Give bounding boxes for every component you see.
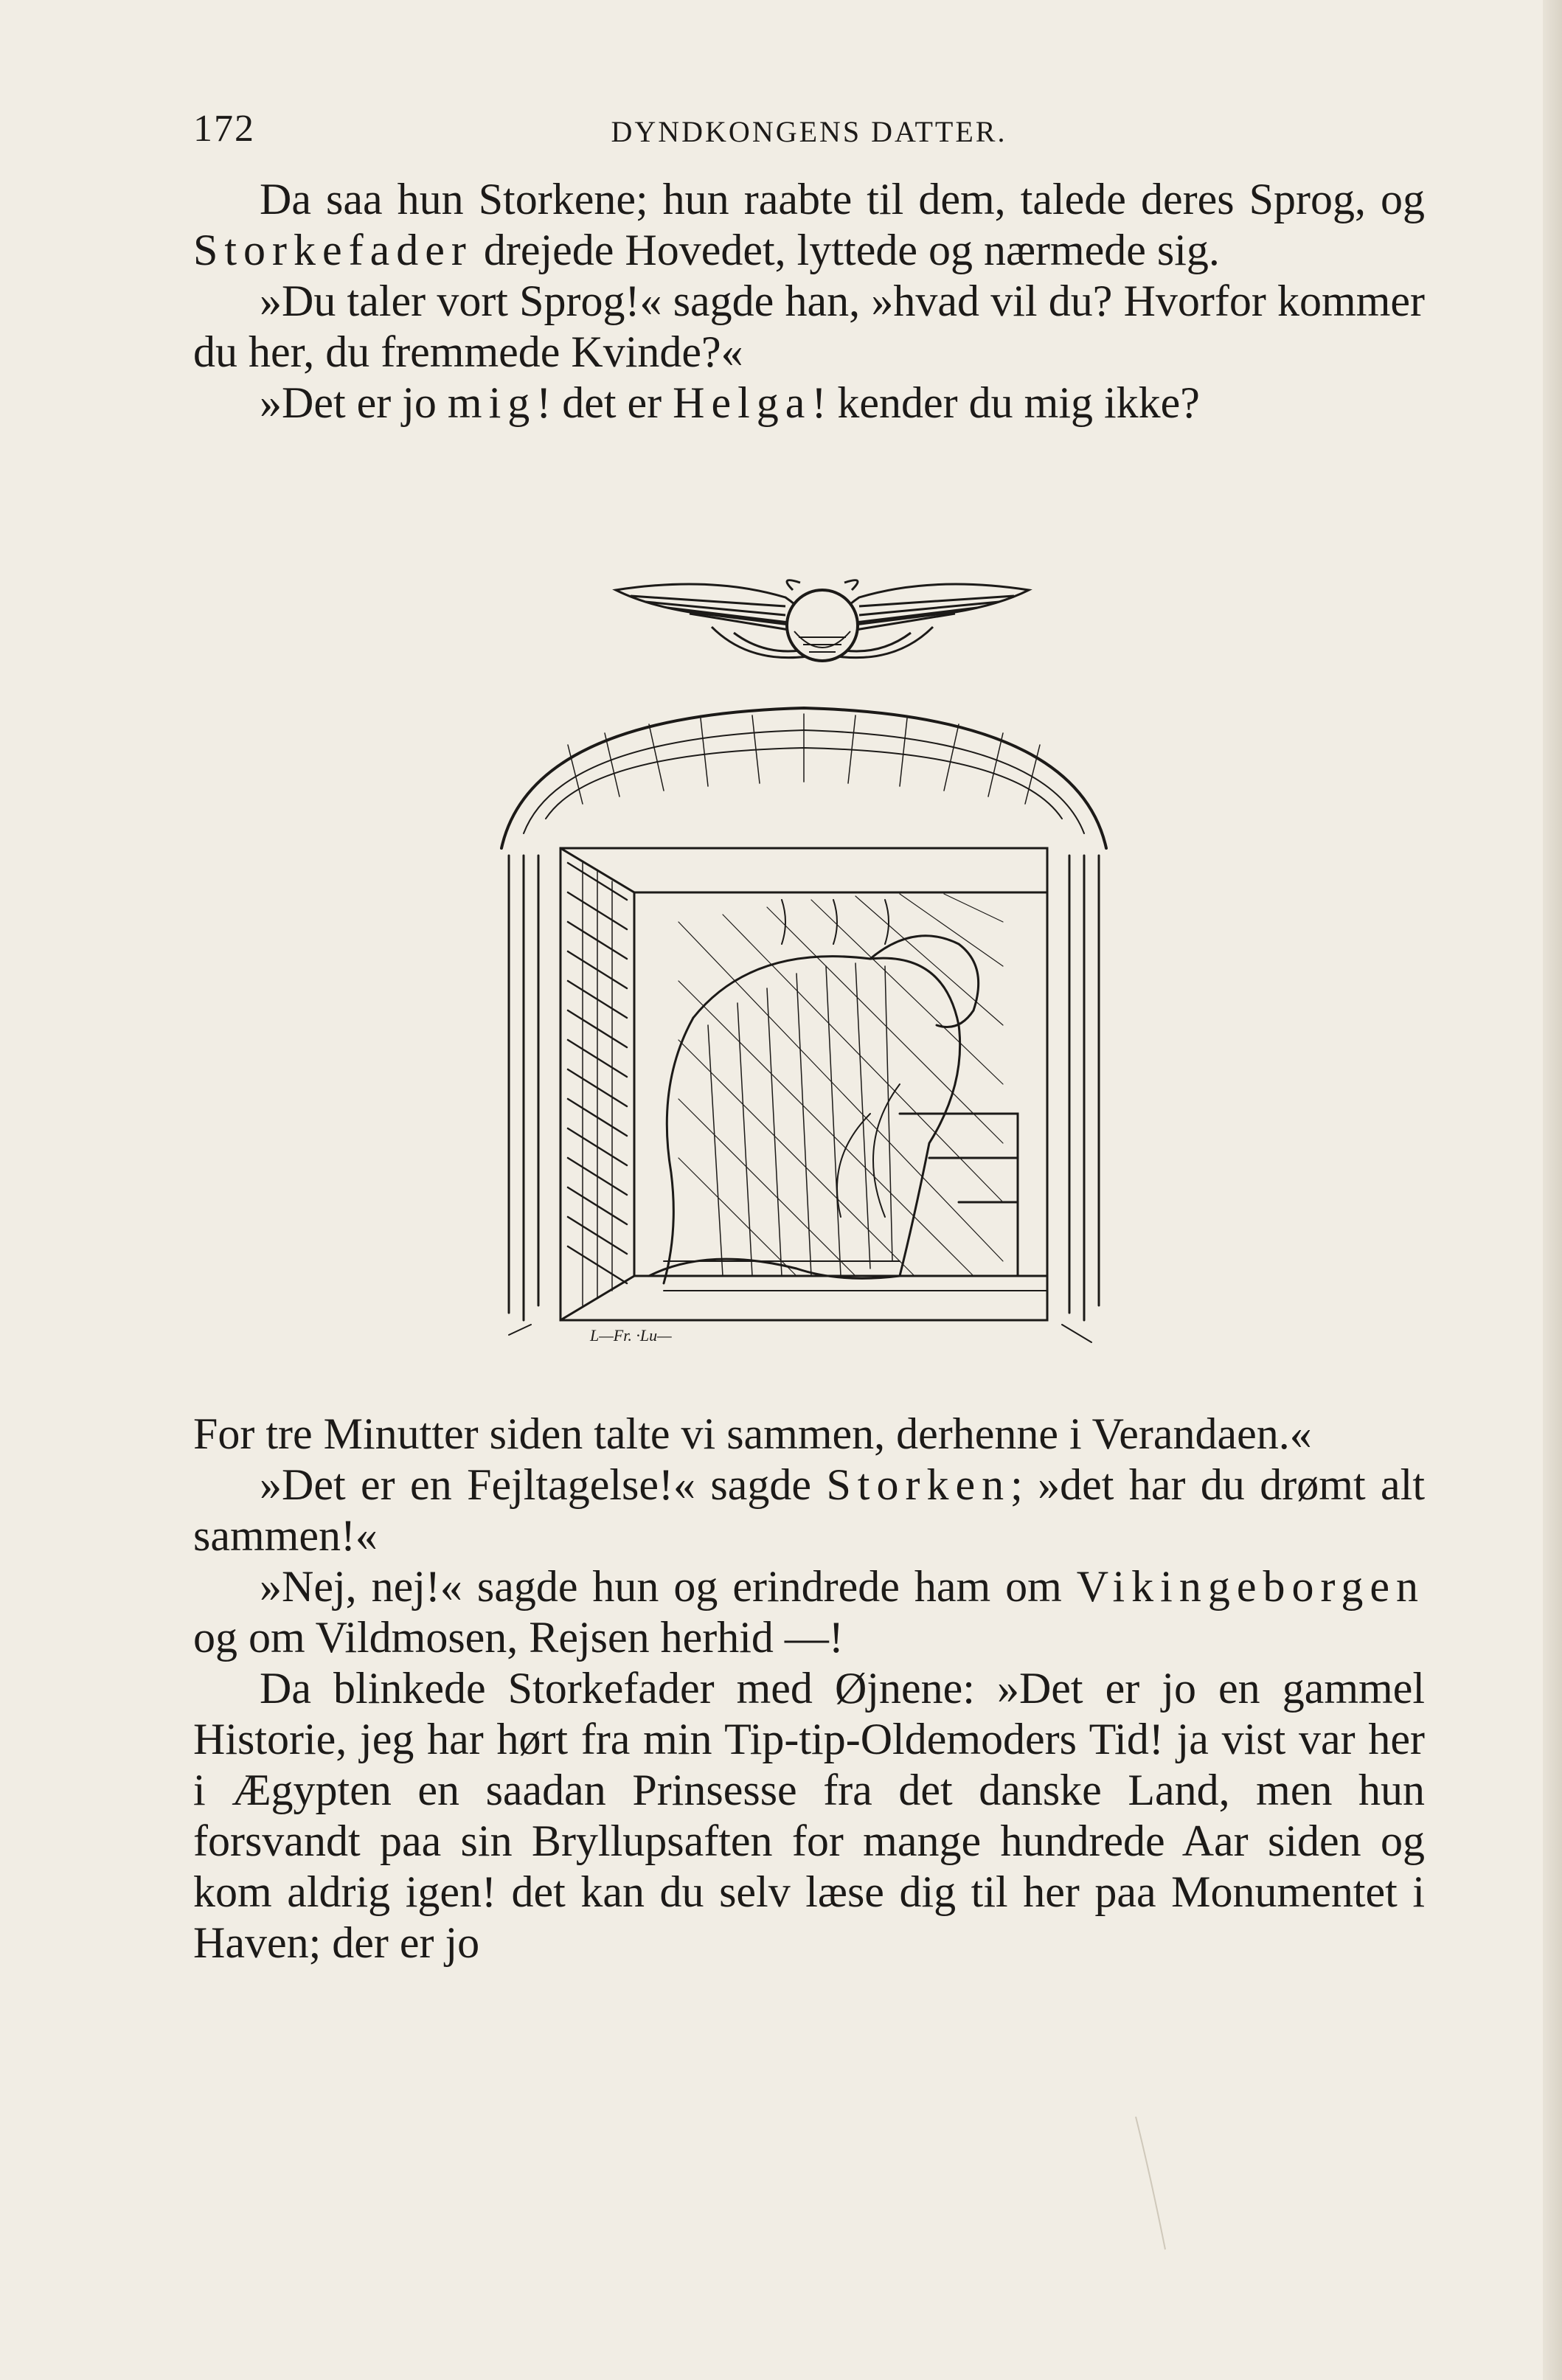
winged-disc-ornament <box>601 561 1044 679</box>
spaced-name: Storkefader <box>193 226 473 274</box>
spaced-name: Vikingeborgen <box>1076 1562 1425 1611</box>
paragraph: For tre Minutter siden talte vi sammen, derhenne i Verandaen.« <box>193 1409 1312 1458</box>
paragraph: »Nej, nej!« sagde hun og erindrede ham om Vikingeborgen og om Vildmosen, Rejsen herhid —! <box>193 1562 1425 1662</box>
paragraph: Da blinkede Storkefader med Øjnene: »Det er jo en gammel Historie, jeg har hørt fra min Tip-tip-Oldemoders Tid! ja vist var her i Ægypten en saadan Prinsesse fra det danske Land, men hun forsvandt paa sin Bryllupsaften for mange hundrede Aar siden og kom aldrig igen! det kan du selv læse dig til her paa Monumentet i Haven; der er jo <box>193 1664 1425 1967</box>
kneeling-woman-illustration <box>487 701 1121 1350</box>
pencil-mark <box>1128 2109 1173 2257</box>
running-head <box>193 107 1425 159</box>
running-title: DYNDKONGENS DATTER. <box>611 115 1007 148</box>
paragraph: »Det er jo mig! det er Helga! kender du mig ikke? <box>260 378 1200 427</box>
spaced-name: Helga <box>673 378 812 427</box>
paragraph: Da saa hun Storkene; hun raabte til dem, talede deres Sprog, og Storkefader drejede Hovedet, lyttede og nærmede sig. <box>193 175 1425 274</box>
bottom-text-block <box>193 1409 1425 1968</box>
artist-signature: L—Fr. ·Lu— <box>590 1326 672 1345</box>
spaced-name: Storken <box>826 1460 1011 1509</box>
spaced-word: mig <box>447 378 537 427</box>
top-text-block <box>193 174 1425 429</box>
page-edge <box>1543 0 1562 2380</box>
page-number: 172 <box>193 108 255 150</box>
paragraph: »Du taler vort Sprog!« sagde han, »hvad vil du? Hvorfor kommer du her, du fremmede Kvinde?« <box>193 277 1425 376</box>
paragraph: »Det er en Fejltagelse!« sagde Storken; »det har du drømt alt sammen!« <box>193 1460 1426 1560</box>
